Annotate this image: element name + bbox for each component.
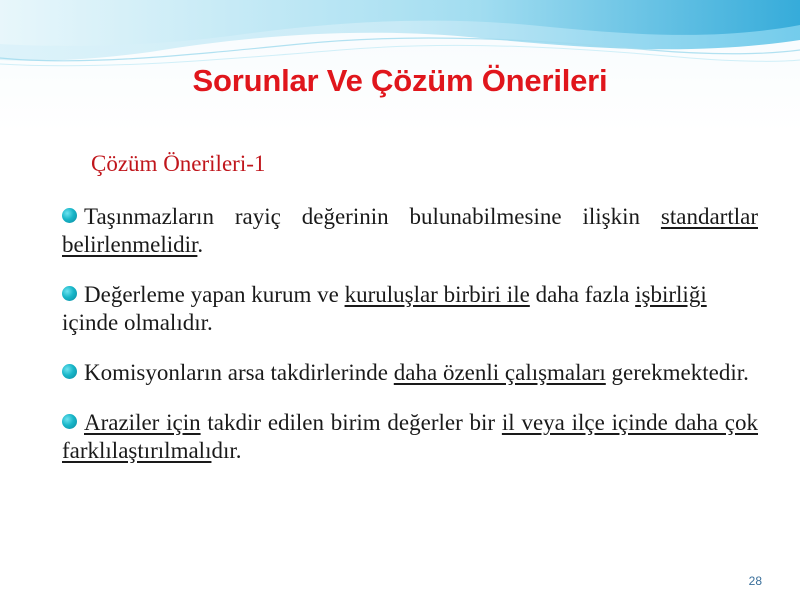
bullet-item (62, 281, 722, 337)
bullet-text: daha fazla (529, 282, 636, 307)
bullet-item (62, 203, 758, 259)
slide-subtitle: Çözüm Önerileri-1 (91, 151, 266, 176)
bullet-text: Değerleme yapan kurum ve (84, 282, 345, 307)
bullet-dot-icon (62, 414, 77, 429)
bullet-list (62, 203, 758, 487)
bullet-text: gerekmektedir. (605, 360, 749, 385)
bullet-text: Taşınmazların rayiç değerinin bulunabilmesine ilişkin (84, 204, 661, 229)
bullet-item (62, 359, 758, 387)
bullet-text-underlined: daha özenli çalışmaları (393, 360, 606, 385)
bullet-text-underlined: standartlar belirlenmelidir (62, 204, 758, 257)
bullet-text: Komisyonların arsa takdirlerinde (84, 360, 394, 385)
bullet-text: takdir edilen birim değerler bir (200, 410, 502, 435)
bullet-text-underlined: kuruluşlar birbiri ile (344, 282, 530, 307)
bullet-dot-icon (62, 364, 77, 379)
bullet-item (62, 409, 758, 465)
bullet-text-underlined: Araziler için (84, 410, 201, 435)
page-number: 28 (748, 574, 762, 588)
bullet-text-underlined: işbirliği (635, 282, 707, 307)
bullet-dot-icon (62, 286, 77, 301)
bullet-dot-icon (62, 208, 77, 223)
slide-title: Sorunlar Ve Çözüm Önerileri (192, 63, 608, 98)
bullet-text: içinde olmalıdır. (62, 310, 213, 335)
bullet-text: dır. (211, 438, 242, 463)
bullet-text: . (197, 232, 204, 257)
bullet-text-underlined: il veya ilçe içinde daha çok farklılaştırılmalı (62, 410, 759, 463)
